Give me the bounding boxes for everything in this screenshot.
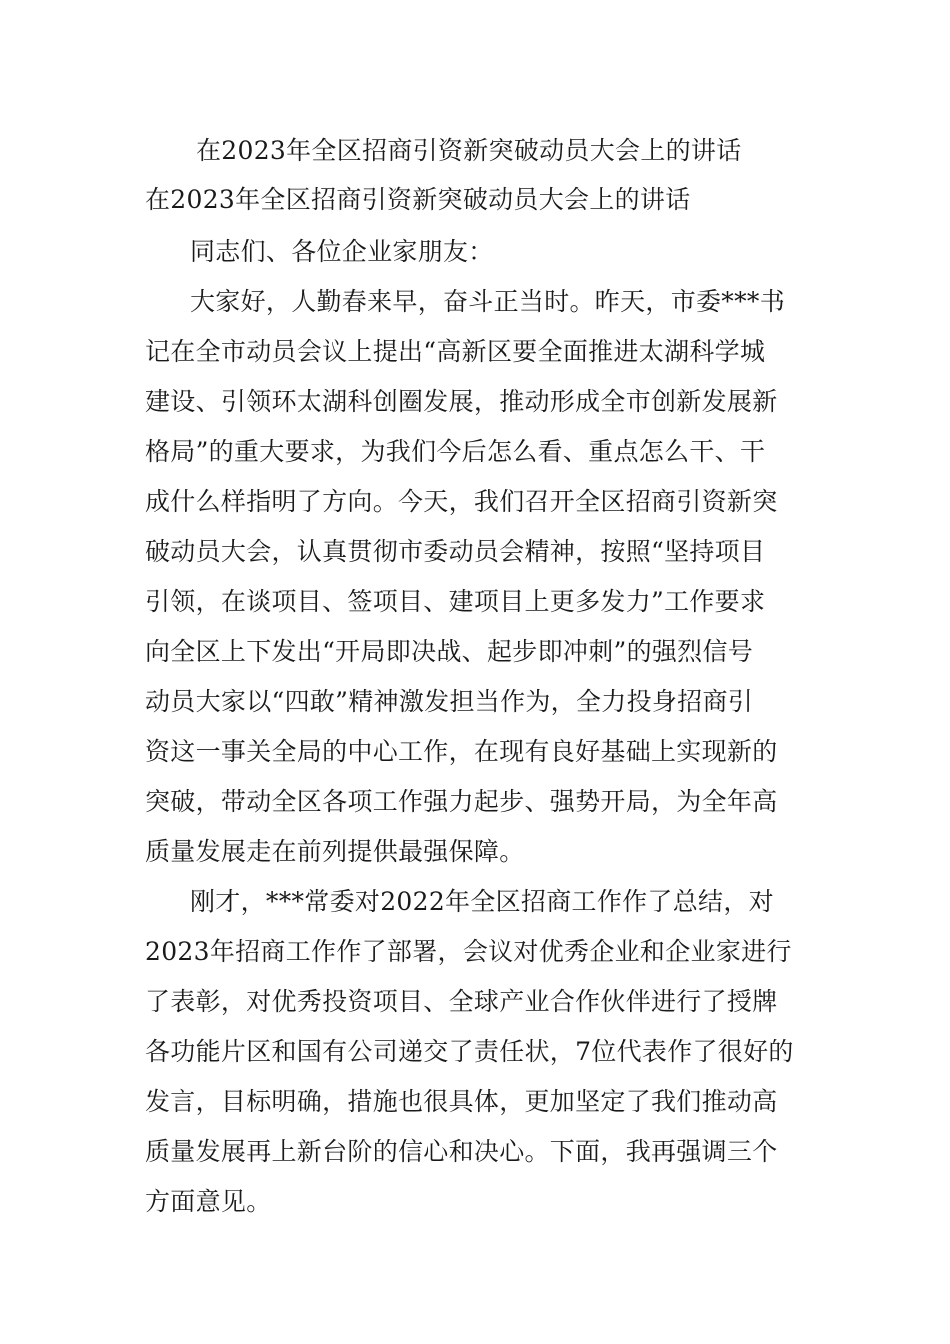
paragraph-line: 动员大家以“四敢”精神激发担当作为，全力投身招商引 [145, 687, 754, 716]
paragraph-line: 格局”的重大要求，为我们今后怎么看、重点怎么干、干 [145, 437, 766, 466]
paragraph-line: 资这一事关全局的中心工作，在现有良好基础上实现新的 [145, 737, 778, 766]
paragraph-line: 大家好，人勤春来早，奋斗正当时。昨天，市委***书 [190, 287, 786, 316]
salutation: 同志们、各位企业家朋友： [190, 237, 494, 266]
paragraph-line: 突破，带动全区各项工作强力起步、强势开局，为全年高 [145, 787, 778, 816]
paragraph-line: 2023年招商工作作了部署，会议对优秀企业和企业家进行 [145, 937, 792, 966]
paragraph-line: 成什么样指明了方向。今天，我们召开全区招商引资新突 [145, 487, 778, 516]
paragraph-line: 向全区上下发出“开局即决战、起步即冲刺”的强烈信号 [145, 637, 754, 666]
paragraph-line: 各功能片区和国有公司递交了责任状，7位代表作了很好的 [145, 1037, 794, 1066]
paragraph-line: 建设、引领环太湖科创圈发展，推动形成全市创新发展新 [145, 387, 778, 416]
paragraph-line: 质量发展再上新台阶的信心和决心。下面，我再强调三个 [145, 1137, 778, 1166]
paragraph-line: 质量发展走在前列提供最强保障。 [145, 837, 525, 866]
paragraph-line: 发言，目标明确，措施也很具体，更加坚定了我们推动高 [145, 1087, 778, 1116]
paragraph-line: 方面意见。 [145, 1187, 272, 1216]
paragraph-line: 刚才，***常委对2022年全区招商工作作了总结，对 [190, 887, 774, 916]
paragraph-line: 破动员大会，认真贯彻市委动员会精神，按照“坚持项目 [145, 537, 766, 566]
paragraph-line: 记在全市动员会议上提出“高新区要全面推进太湖科学城 [145, 337, 766, 366]
document-heading: 在2023年全区招商引资新突破动员大会上的讲话 [196, 136, 742, 165]
paragraph-line: 了表彰，对优秀投资项目、全球产业合作伙伴进行了授牌 [145, 987, 778, 1016]
document-subheading: 在2023年全区招商引资新突破动员大会上的讲话 [145, 185, 691, 214]
paragraph-line: 引领，在谈项目、签项目、建项目上更多发力”工作要求 [145, 587, 766, 616]
